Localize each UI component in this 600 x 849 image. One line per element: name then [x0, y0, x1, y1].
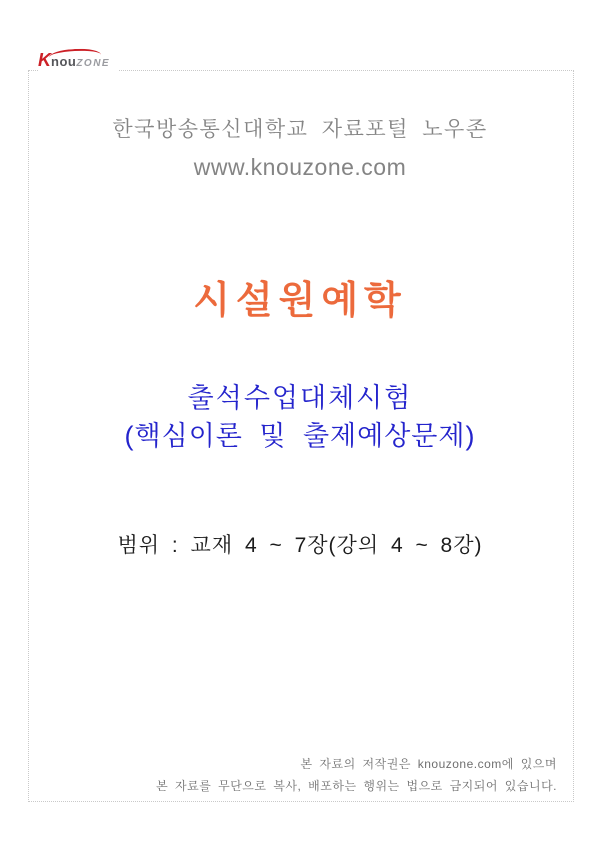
exam-type-text: 출석수업대체시험 — [187, 383, 413, 413]
course-title: 시설원예학 — [193, 280, 407, 322]
website-url-text: www.knouzone.com — [193, 154, 407, 180]
portal-name-text: 한국방송통신대학교 자료포털 노우존 — [112, 118, 488, 141]
logo-text-nou: nou — [51, 54, 77, 69]
logo-letter-k: K — [38, 50, 51, 70]
copyright-notice — [156, 753, 557, 797]
knouzone-logo — [38, 49, 118, 74]
copyright-line-1: 본 자료의 저작권은 knouzone.com에 있으며 — [300, 757, 557, 771]
copyright-line-2: 본 자료를 무단으로 복사, 배포하는 행위는 법으로 금지되어 있습니다. — [156, 779, 557, 793]
exam-description-text: (핵심이론 및 출제예상문제) — [124, 421, 476, 451]
scope-range-text: 범위 : 교재 4 ~ 7장(강의 4 ~ 8강) — [117, 534, 483, 557]
logo-text-zone: ZONE — [76, 58, 111, 69]
